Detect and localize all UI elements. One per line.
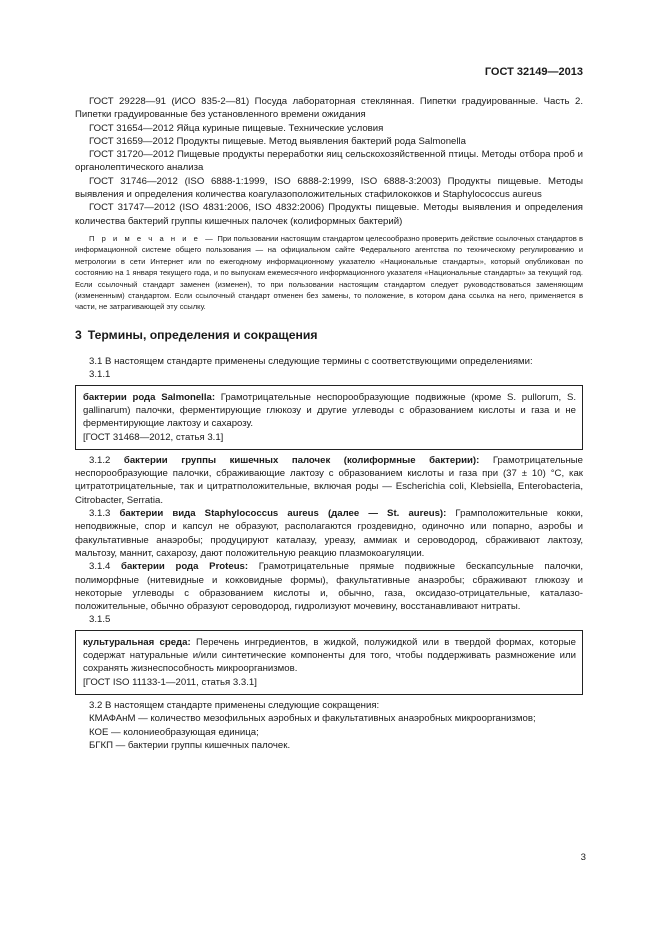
normative-reference: ГОСТ 31654—2012 Яйца куриные пищевые. Технические условия <box>89 122 384 134</box>
page-number: 3 <box>580 852 586 863</box>
note-paragraph <box>75 233 583 313</box>
definition-text <box>83 391 576 431</box>
section-number: 3 <box>75 327 82 342</box>
abbreviation: КОЕ — колониеобразующая единица; <box>89 726 259 738</box>
definition-box-culture-medium <box>75 630 583 695</box>
definition-source: [ГОСТ 31468—2012, статья 3.1] <box>83 431 224 443</box>
clause-3-1-1-number: 3.1.1 <box>89 369 111 381</box>
page-header: ГОСТ 32149—2013 <box>484 66 583 78</box>
clause-body: Грамотрицательные прямые подвижные бескапсульные палочки, полиморфные (нитевидные и кокковидные формы), факультативные анаэробы; сбраживают глюкозу и некоторые углеводы с образованием кислоты и, обычно, газа, оксидазо-отрицательные, каталазо-положительные, обычно образуют сероводород, гидролизуют мочевину, восстанавливают нитраты. <box>75 561 583 613</box>
clause-3-1: 3.1 В настоящем стандарте применены следующие термины с соответствующими определениями: <box>89 356 533 368</box>
clause-number: 3.1.3 <box>89 508 111 520</box>
clause-number: 3.1.4 <box>89 561 111 573</box>
note-label: П р и м е ч а н и е — <box>89 233 216 243</box>
definition-source: [ГОСТ ISO 11133-1—2011, статья 3.3.1] <box>83 676 257 688</box>
abbreviation: КМАФАнМ — количество мезофильных аэробных и факультативных анаэробных микроорганизмов; <box>89 713 536 725</box>
page-body <box>75 95 583 752</box>
definition-term: культуральная среда: <box>83 636 191 648</box>
clause-body: Грамотрицательные неспорообразующие палочки, сбраживающие лактозу с образованием кислоты и газа при (37 ± 10) °С, как цитратотрицательные, так и цитратположительные, включая роды — Escherichia coli, Klebsiella, Enterobacteria, Citrobacter, Serratia. <box>75 454 583 506</box>
note-text: При пользовании настоящим стандартом целесообразно проверить действие ссылочных стандартов в информационной системе общего пользования — на официальном сайте Федерального агентства по техническому регулированию и метрологии в сети Интернет или по ежегодному информационному указателю «Национальные стандарты», который опубликован по состоянию на 1 января текущего года, и по выпускам ежемесячного информационного указателя «Национальные стандарты» за текущий год. Если ссылочный стандарт заменен (изменен), то при пользовании настоящим стандартом следует руководствоваться заменяющим (измененным) стандартом. Если ссылочный стандарт отменен без замены, то положение, в котором дана ссылка на него, применяется в части, не затрагивающей эту ссылку. <box>75 233 583 312</box>
clause-body: Грамположительные кокки, неподвижные, спор и капсул не образуют, располагаются гроздевидно, одиночно или попарно, аэробы и факультативные анаэробы; продуцируют каталазу, уреазу, аммиак и сероводород, сбраживают лактозу, мальтозу, маннит, сахарозу, дают положительную реакцию плазмокоагуляции. <box>75 508 583 559</box>
section-title: Термины, определения и сокращения <box>87 327 318 342</box>
clause-term: бактерии группы кишечных палочек (колиформные бактерии): <box>123 454 480 466</box>
normative-reference: ГОСТ 31720—2012 Пищевые продукты переработки яиц сельскохозяйственной птицы. Методы отбора проб и органолептического анализа <box>75 149 583 174</box>
clause-3-1-3 <box>75 507 583 560</box>
section-heading <box>75 329 583 342</box>
definition-text <box>83 636 576 676</box>
normative-reference: ГОСТ 31659—2012 Продукты пищевые. Метод выявления бактерий рода Salmonella <box>89 135 466 147</box>
clause-3-1-2 <box>75 454 583 507</box>
definition-box-salmonella <box>75 385 583 450</box>
clause-number: 3.1.2 <box>89 454 111 466</box>
clause-3-1-5-number: 3.1.5 <box>89 614 111 626</box>
normative-reference: ГОСТ 31746—2012 (ISO 6888-1:1999, ISO 6888-2:1999, ISO 6888-3:2003) Продукты пищевые. Методы выявления и определения количества коагулазоположительных стафилококков и Staphylococcus aureus <box>75 175 583 201</box>
definition-body: Перечень ингредиентов, в жидкой, полужидкой или в твердой формах, которые содержат натуральные и/или синтетические компоненты для того, чтобы поддерживать размножение или сохранять жизнеспособность микроорганизмов. <box>83 636 576 675</box>
normative-reference: ГОСТ 31747—2012 (ISO 4831:2006, ISO 4832:2006) Продукты пищевые. Методы выявления и определения количества бактерий группы кишечных палочек (колиформных бактерий) <box>75 202 583 227</box>
normative-reference: ГОСТ 29228—91 (ИСО 835-2—81) Посуда лабораторная стеклянная. Пипетки градуированные. Часть 2. Пипетки градуированные без установленного времени ожидания <box>75 96 583 121</box>
definition-body: Грамотрицательные неспорообразующие подвижные (кроме S. pullorum, S. gallinarum) палочки, ферментирующие глюкозу и другие углеводы с образованием кислоты и газа и не ферментирующие лактозу и сахарозу. <box>83 391 577 430</box>
definition-term: бактерии рода Salmonella: <box>83 391 216 403</box>
clause-3-2: 3.2 В настоящем стандарте применены следующие сокращения: <box>89 699 380 711</box>
clause-term: бактерии рода Proteus: <box>121 561 249 573</box>
clause-3-1-4 <box>75 560 583 613</box>
clause-term: бактерии вида Staphylococcus aureus (далее — St. aureus): <box>119 508 447 520</box>
abbreviation: БГКП — бактерии группы кишечных палочек. <box>89 739 291 751</box>
